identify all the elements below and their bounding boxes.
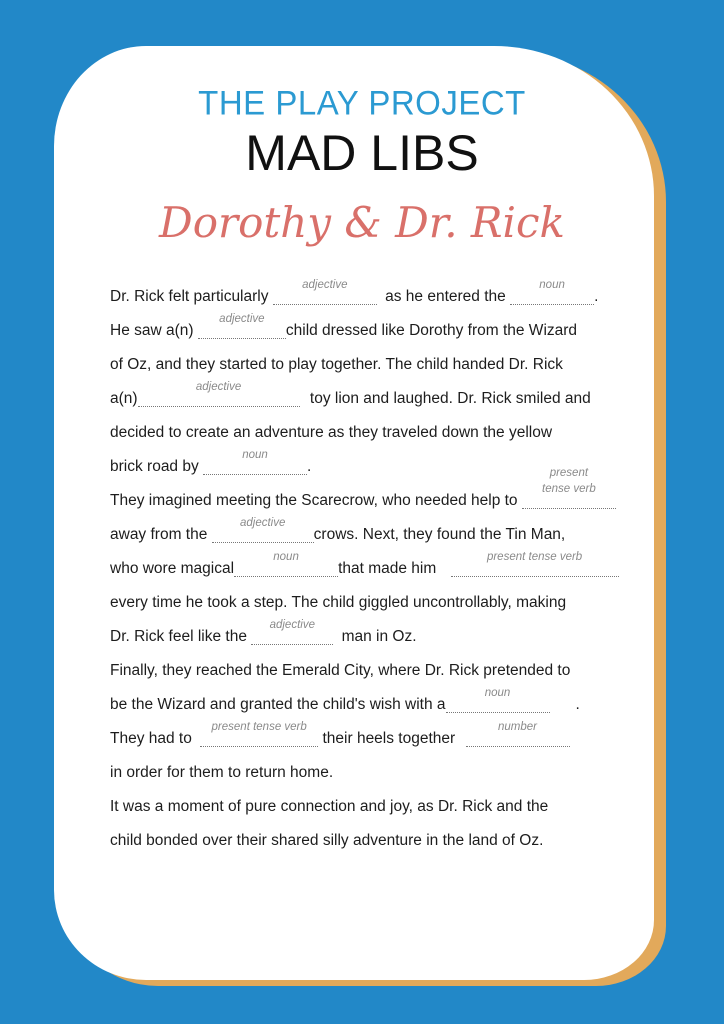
blank-noun[interactable]: noun: [203, 456, 307, 475]
blank-adjective[interactable]: adjective: [138, 388, 300, 407]
blank-adjective[interactable]: adjective: [273, 286, 377, 305]
story-line: of Oz, and they started to play together. The child handed Dr. Rick: [110, 356, 563, 373]
story-line: every time he took a step. The child giggled uncontrollably, making: [110, 594, 567, 611]
story-line: Finally, they reached the Emerald City, where Dr. Rick pretended to: [110, 662, 571, 679]
story-line: away from the adjective crows. Next, they found the Tin Man,: [110, 517, 566, 543]
story-line: a(n) adjective toy lion and laughed. Dr. Rick smiled and: [110, 381, 591, 407]
page-title: MAD LIBS: [245, 125, 479, 181]
story-line: brick road by noun .: [110, 449, 312, 475]
story-line: child bonded over their shared silly adventure in the land of Oz.: [110, 832, 544, 849]
blank-adjective[interactable]: adjective: [251, 626, 333, 645]
story-line: Dr. Rick feel like the adjective man in Oz.: [110, 619, 417, 645]
blank-present-tense-verb[interactable]: present tense verb: [451, 558, 619, 577]
story-line: It was a moment of pure connection and joy, as Dr. Rick and the: [110, 798, 549, 815]
blank-noun[interactable]: noun: [446, 694, 550, 713]
blank-present-tense-verb[interactable]: present tense verb: [522, 490, 616, 509]
blank-noun[interactable]: noun: [234, 558, 338, 577]
story-line: They had to present tense verb their heels together number: [110, 722, 650, 756]
story-text: [110, 280, 650, 858]
story-line: be the Wizard and granted the child's wish with a noun .: [110, 687, 580, 713]
story-line: decided to create an adventure as they traveled down the yellow: [110, 424, 553, 441]
blank-present-tense-verb[interactable]: present tense verb: [200, 728, 318, 747]
story-subtitle: Dorothy & Dr. Rick: [159, 198, 565, 247]
blank-number[interactable]: number: [466, 728, 570, 747]
blank-noun[interactable]: noun: [510, 286, 594, 305]
story-line: Dr. Rick felt particularly adjective as he entered the noun .: [110, 279, 599, 305]
story-line: He saw a(n) adjective child dressed like Dorothy from the Wizard: [110, 313, 578, 339]
blank-adjective[interactable]: adjective: [212, 524, 314, 543]
story-line: who wore magical noun that made him present tense verb: [110, 552, 650, 586]
story-line: They imagined meeting the Scarecrow, who needed help to present tense verb: [110, 484, 650, 518]
blank-adjective[interactable]: adjective: [198, 320, 286, 339]
brand-title: THE PLAY PROJECT: [198, 83, 526, 122]
story-line: in order for them to return home.: [110, 764, 334, 781]
